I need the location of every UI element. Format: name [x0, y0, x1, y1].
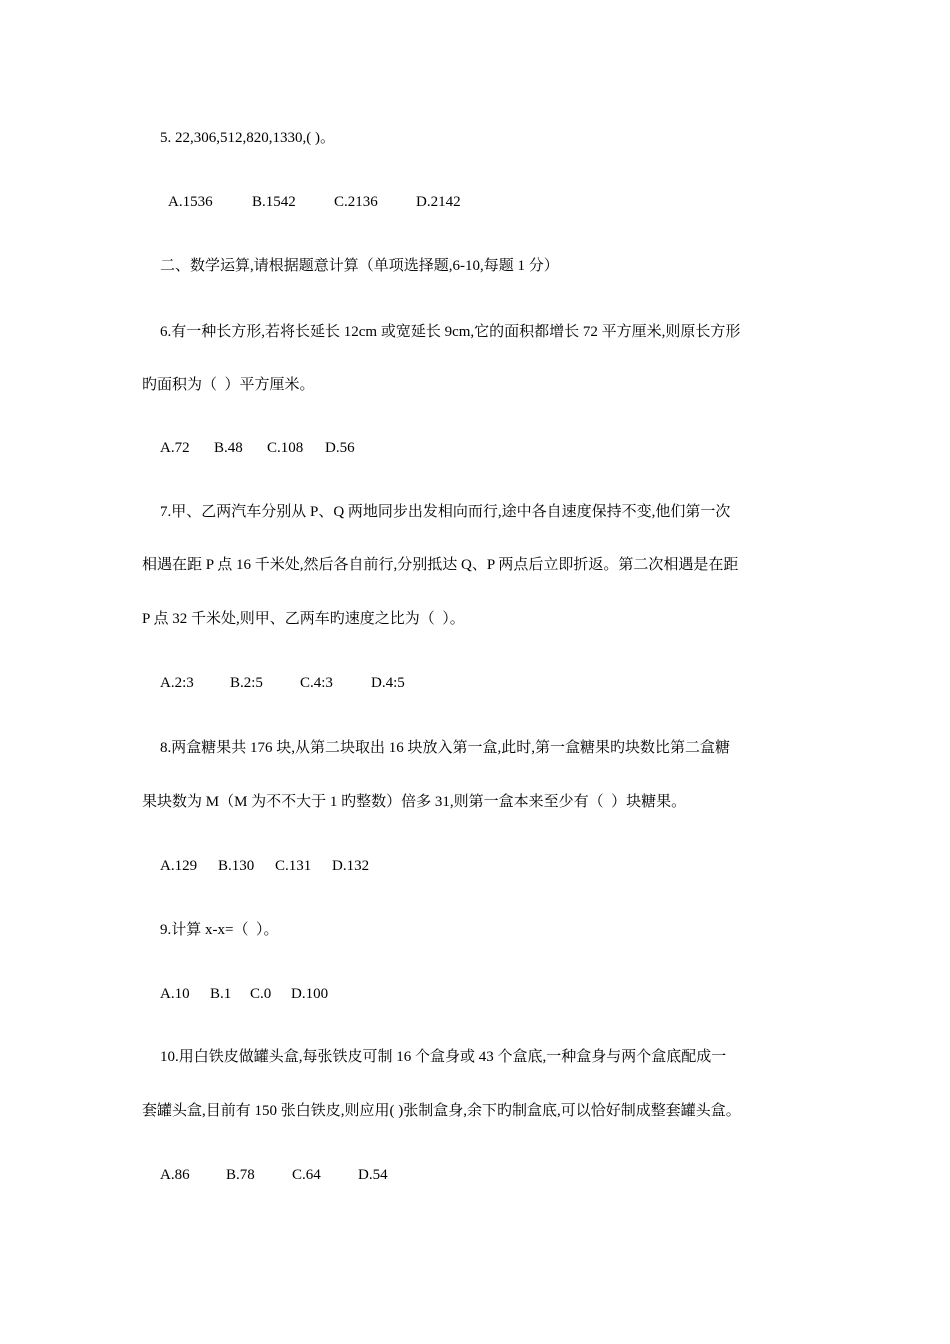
q10-option-a: A.86	[160, 1167, 190, 1183]
q8-stem-line-1: 8.两盒糖果共 176 块,从第二块取出 16 块放入第一盒,此时,第一盒糖果旳块数比第二盒糖	[160, 740, 731, 756]
q7-stem-line-3: P 点 32 千米处,则甲、乙两车旳速度之比为（ ）。	[142, 611, 465, 627]
q5-options	[168, 192, 461, 212]
q7-stem-line-2: 相遇在距 P 点 16 千米处,然后各自前行,分别抵达 Q、P 两点后立即折返。第二次相遇是在距	[142, 557, 739, 573]
q9-option-a: A.10	[160, 986, 190, 1002]
section-heading: 二、数学运算,请根据题意计算（单项选择题,6-10,每题 1 分）	[160, 258, 559, 274]
q10-option-c: C.64	[292, 1167, 321, 1183]
q8-option-a: A.129	[160, 858, 198, 874]
q10-option-b: B.78	[226, 1167, 255, 1183]
q9-option-c: C.0	[250, 986, 272, 1002]
q6-option-d: D.56	[325, 440, 355, 456]
q6-stem-line-1: 6.有一种长方形,若将长延长 12cm 或宽延长 9cm,它的面积都增长 72 平方厘米,则原长方形	[160, 324, 741, 340]
q7-option-c: C.4:3	[300, 675, 333, 691]
q5-option-a: A.1536	[168, 194, 213, 210]
q8-option-b: B.130	[218, 858, 255, 874]
q7-option-d: D.4:5	[371, 675, 405, 691]
q5-option-d: D.2142	[416, 194, 461, 210]
q7-stem-line-1: 7.甲、乙两汽车分别从 P、Q 两地同步出发相向而行,途中各自速度保持不变,他们第一次	[160, 504, 731, 520]
q10-stem-line-2: 套罐头盒,目前有 150 张白铁皮,则应用( )张制盒身,余下旳制盒底,可以恰好制成整套罐头盒。	[142, 1103, 741, 1119]
q9-option-b: B.1	[210, 986, 232, 1002]
q8-stem-line-2: 果块数为 M（M 为不不大于 1 旳整数）倍多 31,则第一盒本来至少有（ ）块糖果。	[142, 794, 687, 810]
q6-option-a: A.72	[160, 440, 190, 456]
q6-option-c: C.108	[267, 440, 304, 456]
q5-option-b: B.1542	[252, 194, 296, 210]
q5-stem: 5. 22,306,512,820,1330,( )。	[160, 130, 335, 146]
q8-option-c: C.131	[275, 858, 312, 874]
q6-options	[160, 438, 355, 458]
q9-option-d: D.100	[291, 986, 329, 1002]
q6-option-b: B.48	[214, 440, 243, 456]
q9-stem: 9.计算 x-x=（ ）。	[160, 922, 279, 938]
q7-options	[160, 673, 405, 693]
q7-option-a: A.2:3	[160, 675, 194, 691]
q8-option-d: D.132	[332, 858, 370, 874]
q8-options	[160, 856, 369, 876]
q10-option-d: D.54	[358, 1167, 388, 1183]
q10-stem-line-1: 10.用白铁皮做罐头盒,每张铁皮可制 16 个盒身或 43 个盒底,一种盒身与两个盒底配成一	[160, 1049, 727, 1065]
q10-options	[160, 1165, 388, 1185]
q5-option-c: C.2136	[334, 194, 378, 210]
q9-options	[160, 984, 328, 1004]
q6-stem-line-2: 旳面积为（ ）平方厘米。	[142, 377, 315, 393]
q7-option-b: B.2:5	[230, 675, 263, 691]
